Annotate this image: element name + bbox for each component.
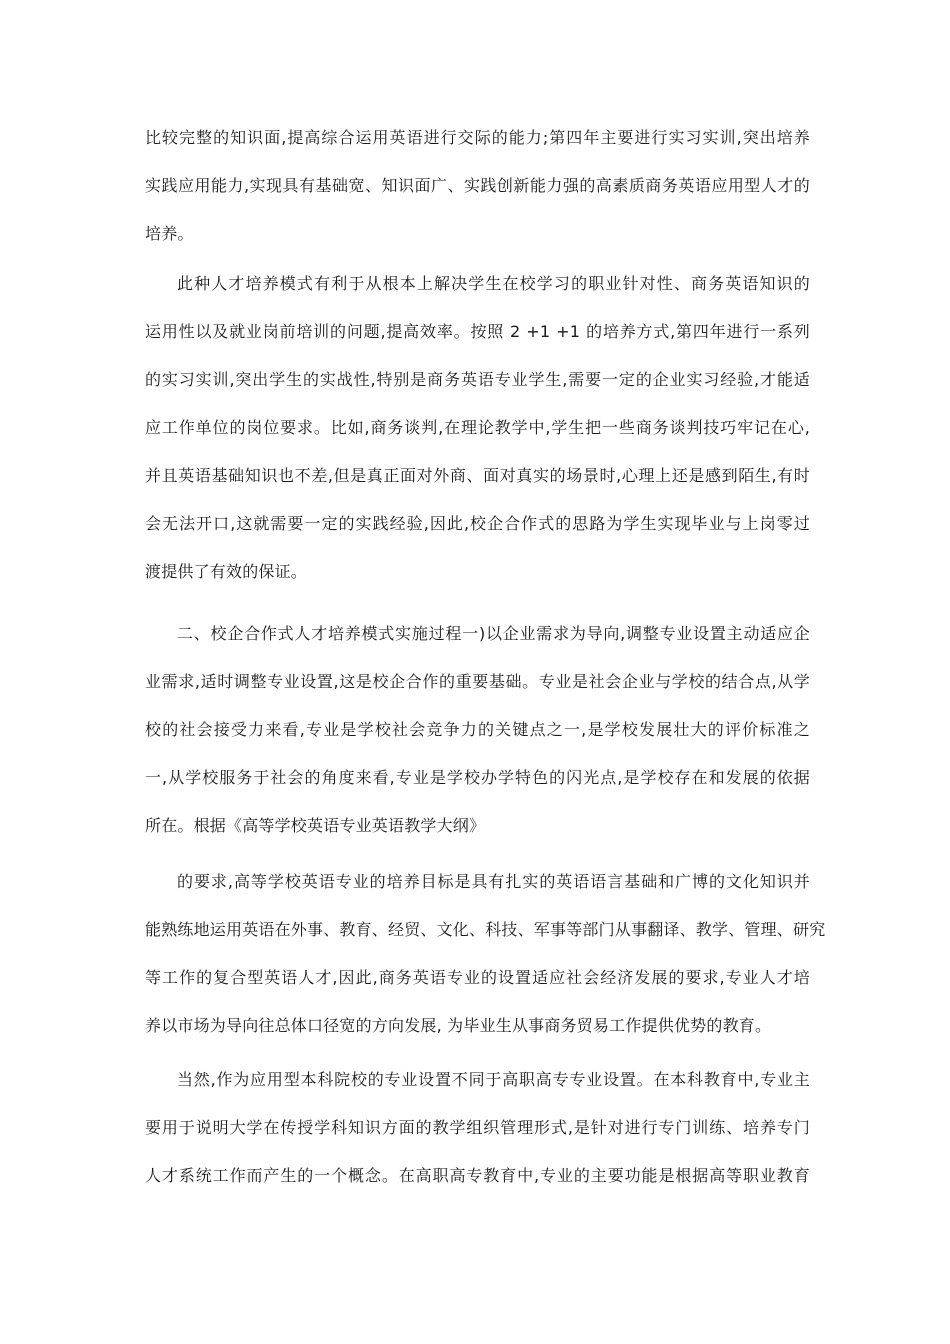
paragraph-3-line-3: 校的社会接受力来看,专业是学校社会竞争力的关键点之一,是学校发展壮大的评价标准之	[145, 720, 810, 739]
paragraph-1-line-2: 实践应用能力,实现具有基础宽、知识面广、实践创新能力强的高素质商务英语应用型人才的	[145, 176, 810, 195]
paragraph-3-line-1: 二、校企合作式人才培养模式实施过程一)以企业需求为导向,调整专业设置主动适应企	[177, 624, 810, 643]
paragraph-4-line-4: 养以市场为导向往总体口径宽的方向发展, 为毕业生从事商务贸易工作提供优势的教育。	[145, 1016, 772, 1035]
paragraph-5	[145, 1056, 810, 1200]
paragraph-1	[145, 114, 810, 258]
paragraph-3-line-5: 所在。根据《高等学校英语专业英语教学大纲》	[145, 816, 486, 835]
paragraph-2-line-2: 运用性以及就业岗前培训的问题,提高效率。按照 2 +1 +1 的培养方式,第四年进行一系列	[145, 322, 810, 341]
paragraph-5-line-2: 要用于说明大学在传授学科知识方面的教学组织管理形式,是针对进行专门训练、培养专门	[145, 1118, 810, 1137]
paragraph-2-line-7: 渡提供了有效的保证。	[145, 562, 308, 581]
paragraph-2-line-5: 并且英语基础知识也不差,但是真正面对外商、面对真实的场景时,心理上还是感到陌生,有时	[145, 466, 810, 485]
paragraph-1-line-3: 培养。	[145, 224, 194, 243]
paragraph-2-line-3: 的实习实训,突出学生的实战性,特别是商务英语专业学生,需要一定的企业实习经验,才能适	[145, 370, 810, 389]
paragraph-1-line-1: 比较完整的知识面,提高综合运用英语进行交际的能力;第四年主要进行实习实训,突出培养	[145, 128, 810, 147]
paragraph-5-line-1: 当然,作为应用型本科院校的专业设置不同于高职高专专业设置。在本科教育中,专业主	[177, 1070, 810, 1089]
paragraph-3-line-4: 一,从学校服务于社会的角度来看,专业是学校办学特色的闪光点,是学校存在和发展的依据	[145, 768, 810, 787]
paragraph-4-line-3: 等工作的复合型英语人才,因此,商务英语专业的设置适应社会经济发展的要求,专业人才培	[145, 968, 810, 987]
paragraph-4-line-1: 的要求,高等学校英语专业的培养目标是具有扎实的英语语言基础和广博的文化知识并	[177, 872, 810, 891]
paragraph-3-line-2: 业需求,适时调整专业设置,这是校企合作的重要基础。专业是社会企业与学校的结合点,从学	[145, 672, 810, 691]
paragraph-2	[145, 260, 810, 596]
paragraph-2-line-6: 会无法开口,这就需要一定的实践经验,因此,校企合作式的思路为学生实现毕业与上岗零过	[145, 514, 810, 533]
paragraph-2-line-4: 应工作单位的岗位要求。比如,商务谈判,在理论教学中,学生把一些商务谈判技巧牢记在心,	[145, 418, 810, 437]
paragraph-3	[145, 610, 810, 850]
paragraph-5-line-3: 人才系统工作而产生的一个概念。在高职高专教育中,专业的主要功能是根据高等职业教育	[145, 1166, 810, 1185]
paragraph-4	[145, 858, 826, 1050]
paragraph-2-line-1: 此种人才培养模式有利于从根本上解决学生在校学习的职业针对性、商务英语知识的	[177, 274, 810, 293]
paragraph-4-line-2: 能熟练地运用英语在外事、教育、经贸、文化、科技、军事等部门从事翻译、教学、管理、研究	[145, 920, 826, 939]
